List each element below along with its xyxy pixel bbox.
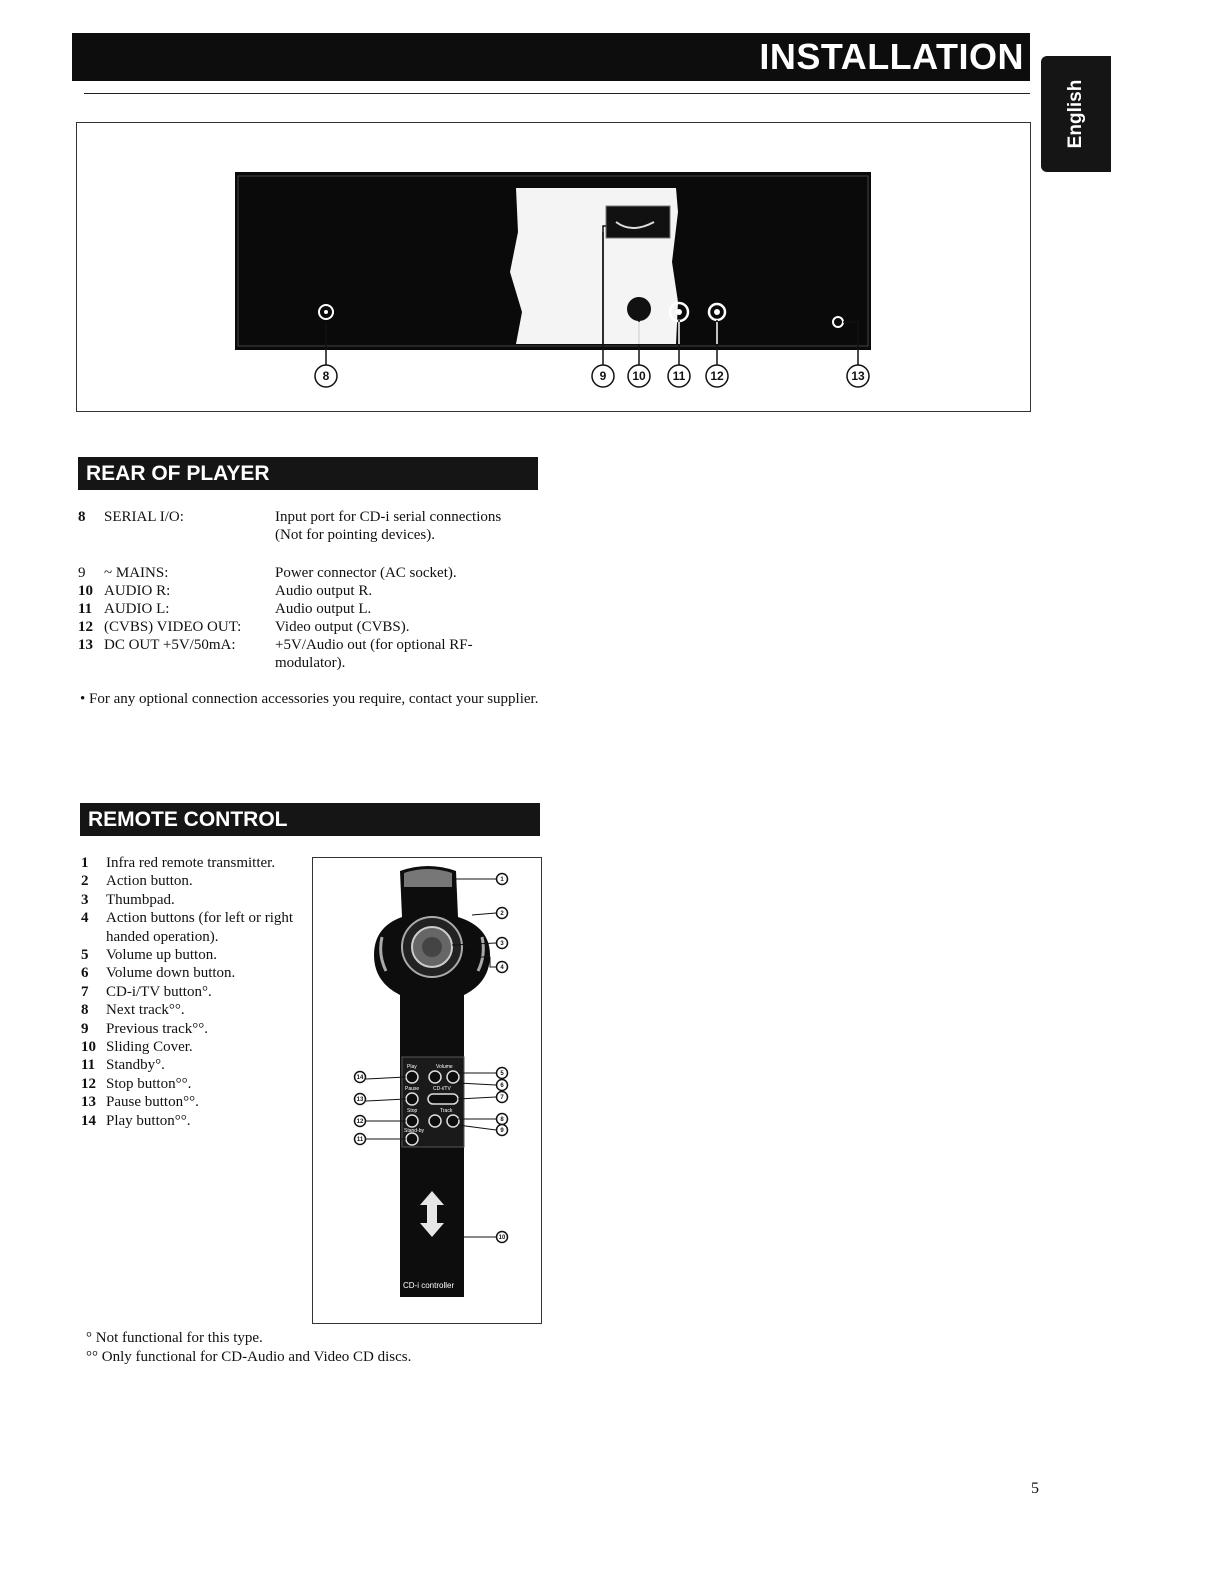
- item-number: 3: [81, 891, 89, 908]
- language-tab-label: English: [1065, 79, 1086, 149]
- item-text: Action button.: [106, 873, 193, 890]
- item-text: Volume up button.: [106, 947, 217, 964]
- callout-marker: [355, 1072, 366, 1083]
- list-item: [81, 872, 311, 890]
- list-item: [78, 636, 93, 654]
- callout-marker: [497, 1125, 508, 1136]
- callout-number: 3: [500, 941, 504, 948]
- item-description: Audio output L.: [275, 601, 372, 617]
- ir-transmitter-icon: [404, 869, 452, 887]
- item-number: 2: [81, 873, 89, 890]
- item-text: Next track°°.: [106, 1002, 185, 1019]
- volume-label: Volume: [436, 1064, 453, 1070]
- item-text: Infra red remote transmitter.: [106, 855, 276, 871]
- callout-number: 8: [500, 1117, 504, 1124]
- list-item: [81, 1093, 311, 1111]
- callout-number: 12: [710, 369, 724, 384]
- header-bar: [72, 33, 1030, 81]
- item-description: Input port for CD-i serial connections (Not for pointing devices).: [275, 509, 502, 544]
- item-number: 13: [81, 1094, 96, 1111]
- callout-marker: [592, 365, 614, 387]
- callout-marker: [706, 365, 728, 387]
- callout-number: 13: [356, 1097, 364, 1104]
- brand-label: CD-i controller: [403, 1281, 455, 1290]
- pause-label: Pause: [405, 1086, 420, 1092]
- item-number: 8: [81, 1002, 89, 1019]
- item-number: 8: [78, 509, 86, 525]
- callout-number: 12: [356, 1119, 364, 1126]
- item-label: (CVBS) VIDEO OUT:: [104, 619, 242, 635]
- callout-number: 9: [599, 369, 607, 384]
- item-text: Sliding Cover.: [106, 1039, 193, 1056]
- callout-marker: [497, 962, 508, 973]
- callout-number: 7: [500, 1095, 504, 1102]
- item-text: Stop button°°.: [106, 1075, 192, 1092]
- standby-label: Stand-by: [404, 1128, 425, 1134]
- list-item: [81, 983, 311, 1001]
- callout-number: 11: [672, 369, 686, 384]
- rear-panel-figure: [76, 122, 1031, 412]
- item-number: 9: [81, 1020, 89, 1037]
- list-item: [81, 1112, 311, 1130]
- item-label: ~ MAINS:: [104, 565, 169, 581]
- callout-marker: [315, 365, 337, 387]
- page-title: INSTALLATION: [759, 36, 1024, 77]
- callout-number: 2: [500, 911, 504, 918]
- callout-number: 11: [356, 1137, 364, 1144]
- callout-marker: [497, 908, 508, 919]
- item-number: 6: [81, 965, 89, 982]
- list-item: [81, 946, 311, 964]
- cdi-tv-label: CD-i/TV: [433, 1086, 451, 1092]
- item-label: AUDIO R:: [104, 583, 171, 599]
- item-text: CD-i/TV button°.: [106, 983, 212, 1000]
- rear-of-player-header: [78, 457, 538, 490]
- item-text: Previous track°°.: [106, 1020, 208, 1037]
- stop-label: Stop: [407, 1108, 418, 1114]
- item-number: 9: [78, 565, 86, 581]
- item-number: 12: [81, 1075, 96, 1092]
- mains-socket-icon: [606, 206, 670, 238]
- item-label: SERIAL I/O:: [104, 509, 184, 525]
- list-item: [81, 1020, 311, 1038]
- track-label: Track: [440, 1108, 453, 1114]
- callout-number: 8: [322, 369, 330, 384]
- list-item: [78, 508, 86, 526]
- callout-number: 14: [356, 1075, 364, 1082]
- callout-marker: [355, 1094, 366, 1105]
- item-number: 12: [78, 619, 93, 635]
- item-number: 1: [81, 855, 89, 871]
- callout-number: 10: [632, 369, 646, 384]
- callout-marker: [628, 365, 650, 387]
- play-label: Play: [407, 1064, 417, 1070]
- item-number: 5: [81, 947, 89, 964]
- footnote-not-functional: ° Not functional for this type.: [86, 1330, 263, 1346]
- list-item: [81, 891, 311, 909]
- callout-marker: [497, 1114, 508, 1125]
- callout-number: 9: [500, 1128, 504, 1135]
- item-number: 11: [81, 1057, 96, 1074]
- item-text: Thumbpad.: [106, 891, 175, 908]
- remote-control-header: [80, 803, 540, 836]
- list-item: [81, 909, 311, 946]
- list-item: [81, 1075, 311, 1093]
- callout-marker: [497, 1068, 508, 1079]
- item-text: Action buttons (for left or right handed operation).: [106, 910, 294, 945]
- list-item: [81, 1001, 311, 1019]
- list-item: [81, 854, 311, 872]
- callout-number: 5: [500, 1071, 504, 1078]
- item-number: 14: [81, 1112, 96, 1129]
- item-description: Video output (CVBS).: [275, 619, 410, 635]
- item-description: Audio output R.: [275, 583, 373, 599]
- item-number: 10: [81, 1039, 96, 1056]
- item-description: Power connector (AC socket).: [275, 565, 457, 581]
- callout-marker: [497, 874, 508, 885]
- remote-control-list: [81, 854, 311, 1130]
- rear-of-player-title: REAR OF PLAYER: [86, 462, 270, 485]
- list-item: [78, 600, 92, 618]
- callout-marker: [497, 1080, 508, 1091]
- callout-marker: [355, 1134, 366, 1145]
- list-item: [81, 964, 311, 982]
- callout-number: 10: [498, 1235, 506, 1242]
- callout-number: 1: [500, 877, 504, 884]
- callout-marker: [497, 938, 508, 949]
- remote-control-title: REMOTE CONTROL: [88, 808, 288, 831]
- list-item: [78, 618, 93, 636]
- item-label: AUDIO L:: [104, 601, 170, 617]
- item-number: 11: [78, 601, 93, 617]
- language-tab: [1041, 56, 1111, 172]
- list-item: [81, 1056, 311, 1074]
- list-item: [78, 582, 93, 600]
- callout-marker: [847, 365, 869, 387]
- item-label: DC OUT +5V/50mA:: [104, 637, 236, 653]
- callout-marker: [497, 1092, 508, 1103]
- item-description: +5V/Audio out (for optional RF-modulator).: [275, 637, 473, 672]
- callout-marker: [668, 365, 690, 387]
- callout-marker: [497, 1232, 508, 1243]
- list-item: [81, 1038, 311, 1056]
- callout-number: 6: [500, 1083, 504, 1090]
- item-text: Pause button°°.: [106, 1094, 199, 1111]
- list-item: [78, 564, 86, 582]
- remote-control-figure: [312, 857, 542, 1324]
- callout-number: 4: [500, 965, 504, 972]
- page-number: 5: [1031, 1480, 1039, 1497]
- item-text: Standby°.: [106, 1057, 165, 1074]
- rear-of-player-list: [0, 508, 560, 678]
- callout-marker: [355, 1116, 366, 1127]
- callout-number: 13: [851, 369, 865, 384]
- item-number: 10: [78, 583, 93, 599]
- connection-accessories-note: • For any optional connection accessories you require, contact your supplier.: [80, 691, 539, 707]
- item-text: Play button°°.: [106, 1112, 191, 1129]
- item-number: 13: [78, 637, 93, 653]
- item-number: 4: [81, 910, 89, 927]
- item-number: 7: [81, 983, 89, 1000]
- footnote-only-functional: °° Only functional for CD-Audio and Video CD discs.: [86, 1349, 412, 1365]
- header-rule: [84, 93, 1030, 94]
- item-text: Volume down button.: [106, 965, 236, 982]
